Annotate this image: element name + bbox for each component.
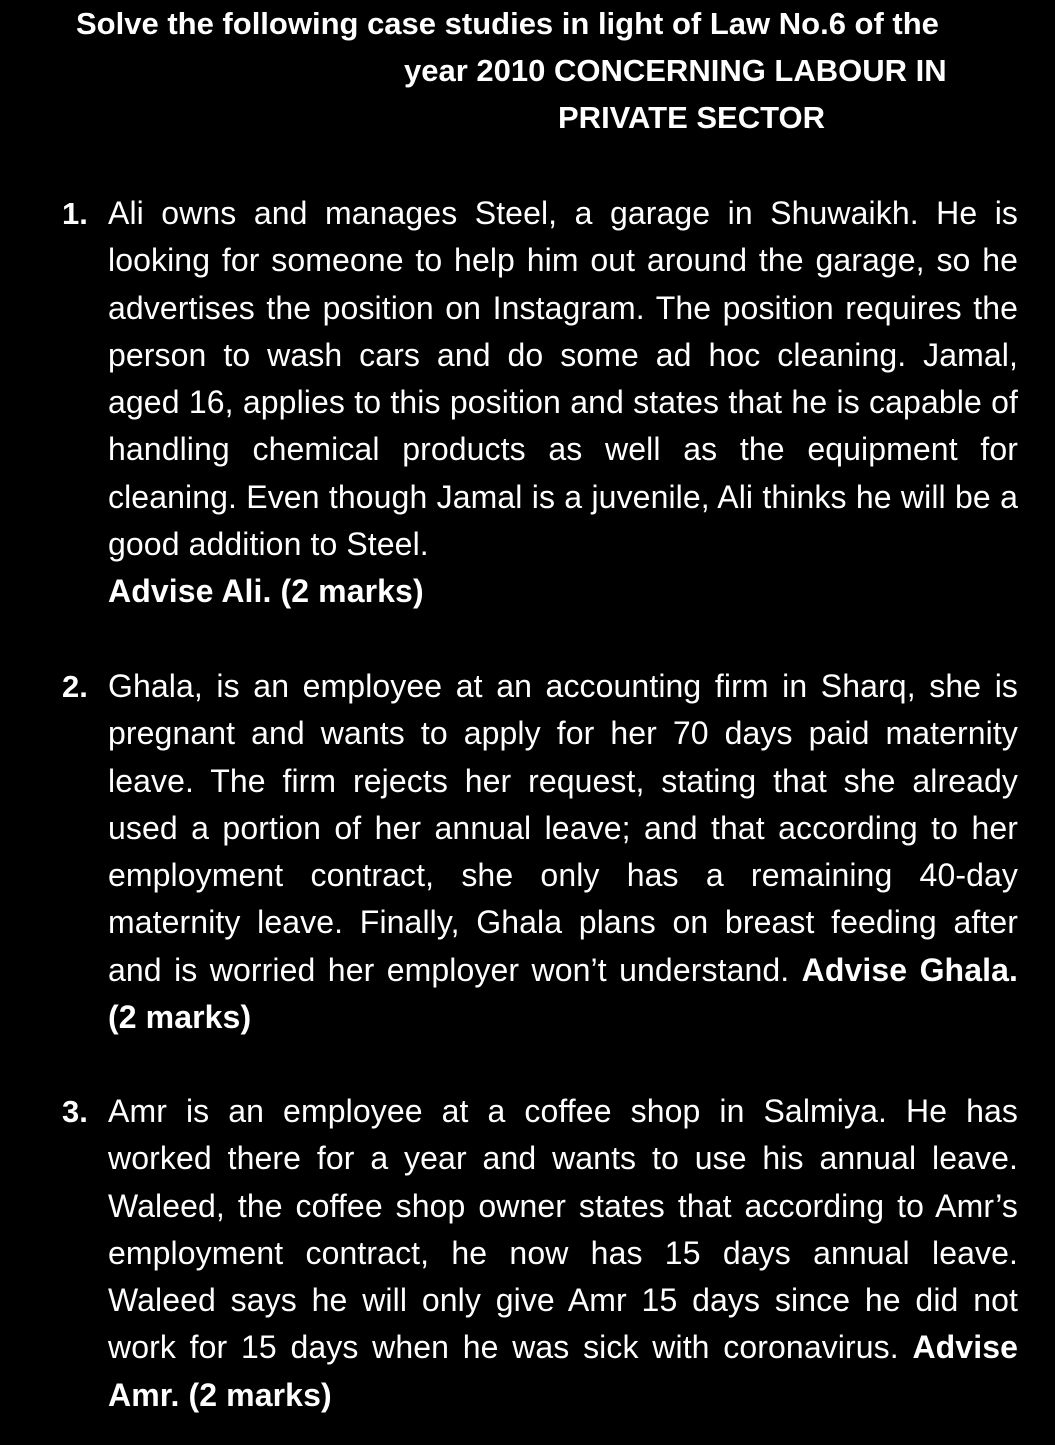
heading-line-1: Solve the following case studies in light of Law No.6 of the xyxy=(76,6,939,41)
case-description: Ghala, is an employee at an accounting firm in Sharq, she is pregnant and wants to apply for her 70 days paid maternity leave. The firm rejects her request, stating that she already used a portion of her annual leave; and that according to her employment contract, she only has a remaining 40-day maternity leave. Finally, Ghala plans on breast feeding after and is worried her employer won’t understand. xyxy=(108,668,1018,988)
case-text xyxy=(108,190,1018,616)
case-description: Amr is an employee at a coffee shop in Salmiya. He has worked there for a year and wants to use his annual leave. Waleed, the coffee shop owner states that according to Amr’s employment contract, he now has 15 days annual leave. Waleed says he will only give Amr 15 days since he did not work for 15 days when he was sick with coronavirus. xyxy=(108,1093,1018,1366)
case-prompt: Advise Amr. (2 marks) xyxy=(108,1329,1018,1413)
case-number: 3. xyxy=(62,1094,88,1129)
case-prompt: Advise Ghala. (2 marks) xyxy=(108,951,1018,1036)
heading-line-3: PRIVATE SECTOR xyxy=(558,100,825,135)
case-text xyxy=(108,663,1018,1041)
heading-line-2: year 2010 CONCERNING LABOUR IN xyxy=(404,53,947,88)
case-description: Ali owns and manages Steel, a garage in Shuwaikh. He is looking for someone to help him out around the garage, so he advertises the position on Instagram. The position requires the person to wash cars and do some ad hoc cleaning. Jamal, aged 16, applies to this position and states that he is capable of handling chemical products as well as the equipment for cleaning. Even though Jamal is a juvenile, Ali thinks he will be a good addition to Steel. xyxy=(108,195,1018,563)
case-text xyxy=(108,1088,1018,1419)
case-prompt: Advise Ali. (2 marks) xyxy=(108,573,424,610)
case-number: 1. xyxy=(62,196,88,231)
case-number: 2. xyxy=(62,669,88,704)
